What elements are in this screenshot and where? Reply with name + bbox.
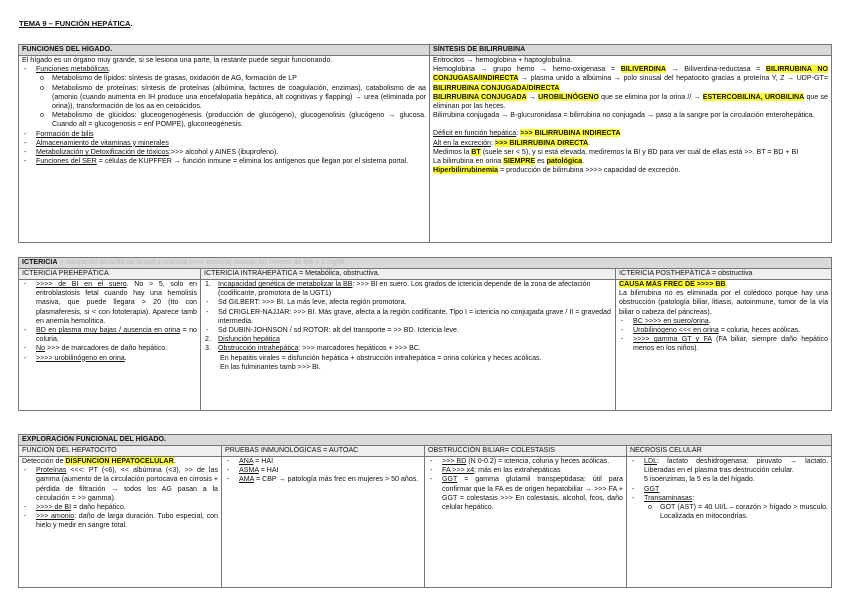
synthesis-paragraph: Hemoglobina → grupo hemo → hemo-oxigenasa = BILIVERDINA → Biliverdina-reductasa = BILIRRUBINA NO CONJUGASA/INDIRECTA → plasma unido a albúmina → polo sinusal del hepatocito gracias a proteína Y, Z → UDP-GT= BILIRRUBINA CONJUGADA/DIRECTA <box>433 65 828 92</box>
list-item: - BD en plasma muy bajas / ausencia en orina = no coluria. <box>24 326 197 344</box>
conjugated-bilirubin-highlight: BILIRRUBINA CONJUGADA/DIRECTA <box>433 83 560 92</box>
hepatocyte-header: FUNCION DEL HEPATOCITO <box>19 446 222 457</box>
cholestasis-header: OBSTRUCCIÓN BILIAR= COLESTASIS <box>425 446 627 457</box>
list-item: - Sd CRIGLER-NAJJAR: >>> BI. Más grave, afecta a la región codificante. Tipo I = ictericia no conjugada grave / II = gravedad intermedia. <box>206 307 611 325</box>
measurement-line: Medimos la BT (suele ser < 5), y si está elevada, mediremos la BI y BD para ver cuál de ellas está >>. BT = BD + BI <box>433 147 799 156</box>
posthepatic-cell <box>616 280 832 411</box>
necrosis-cell <box>627 457 832 588</box>
page-title-text: TEMA 9 – FUNCIÓN HEPÁTICA <box>19 19 131 28</box>
hepatocyte-cell <box>19 457 222 588</box>
list-item: - Urobilinógeno <<< en orina = coluria, heces acólicas. <box>621 326 801 335</box>
bilirubin-synthesis-cell <box>430 56 832 243</box>
metabolic-functions: Funciones metabólicas <box>36 65 109 74</box>
cholestasis-cell <box>425 457 627 588</box>
list-item: 5 isoenzimas, la 5 es la del hígado. <box>644 475 755 484</box>
list-item: 1. Incapacidad genética de metabolizar la BB: >>> BI en suero. Los grados de ictericia depende de la zona de afectación (codificante, promotora de la UGT1) <box>205 280 591 298</box>
list-item: - Sd DUBIN-JOHNSON / sd ROTOR: alt del transporte = >> BD. Ictericia leve. <box>206 326 459 335</box>
list-item: - ASMA = HAI <box>227 466 279 475</box>
posthepatic-header: ICTERICIA POSTHEPÁTICA = obstructiva <box>616 269 832 280</box>
liver-exploration-table <box>18 434 832 588</box>
list-item: - Formación de bilis <box>24 129 94 138</box>
list-item: - FA >>> x4: más en las extrahepáticas <box>430 466 561 475</box>
functions-header: FUNCIONES DEL HÍGADO. <box>19 45 430 56</box>
immunology-header: PRUEBAS INMUNOLÓGICAS = AUTOAC <box>222 446 425 457</box>
list-item: - >>>> de BI en el suero. No > 5, solo en eritroblastosis fetal cuando hay una hemolisis masiva, que puede llegara > 20 (tto con plasmaferesis, si < con fototerapia). Aparece tamb en anemia hemolítica. <box>24 280 197 325</box>
list-item: o Metabolismo de proteínas: síntesis de proteínas (albúmina, factores de coagulación, enzimas), catabolismo de aa (amonio (cuando aumenta en IH produce una encefalopatía hepática, alt cognitivas y flapping) → urea (eliminada por orina)), transformación de los aa en cetoácidos. <box>40 83 426 111</box>
functions-intro: El hígado es un órgano muy grande, si se lesiona una parte, la restante puede seguir funcionando. <box>22 56 333 64</box>
liver-functions-cell <box>19 56 430 243</box>
list-item: 3. Obstrucción intrahepática: >>> marcadores hepáticos + >>> BC. <box>205 344 421 353</box>
posthepatic-cause: CAUSA MÁS FREC DE >>>> BB. <box>619 280 728 288</box>
list-item: - Proteínas <<<: PT (<6), << albúmina (<3), >> de las gamma (aumento de la circulación portocava en cirrosis + pérdida de filtración → todos los AG pasan a la circulación = >> gamma). <box>24 466 218 502</box>
list-item: 2. Disfunción hepática <box>205 335 280 344</box>
immunology-cell <box>222 457 425 588</box>
page-title <box>19 19 133 28</box>
list-item: - Sd GILBERT: >>> BI. La más leve, afecta región promotora. <box>206 298 407 307</box>
list-item: - Funciones metabólicas. <box>24 65 111 74</box>
necrosis-header: NECROSIS CELULAR <box>627 446 832 457</box>
biliverdina-highlight: BILIVERDINA <box>620 65 667 74</box>
list-item: - Funciones del SER = células de KUPFFER → función inmune = elimina los antígenos que llegan por el sistema portal. <box>24 157 409 166</box>
exploration-header: EXPLORACIÓN FUNCIONAL DEL HÍGADO. <box>19 435 832 446</box>
list-item: - GGT = gamma glutamil transpeptidasa: útil para confirmar que la FA es de origen hepatobiliar → >>> FA + GGT = colestasis >>> En colestasis, alcohol, fcos, daño celular hepático. <box>430 475 623 512</box>
list-item: o Metabolismo de glúcidos: gluceogenogénesis (producción de glucógeno), glucogenolisis (glucógeno → glucosa. Cuando alt = glucogenosis = enf POMPE), gluconeogénesis. <box>40 111 426 129</box>
list-item: - GGT <box>632 484 660 493</box>
list-item: - >>>> gamma GT y FA (FA biliar, siempre daño hepático menos en los niños). <box>621 335 829 353</box>
list-item: - >>> BD (N 0-0.2) = ictericia, coluria y heces acólicas. <box>430 457 610 465</box>
list-item: - BC >>>> en suero/orina. <box>621 316 711 325</box>
hyperbilirubinemia-line: Hiperbilirrubinemia = producción de bilirrubina >>>> capacidad de excreción. <box>433 166 681 175</box>
list-item: - AMA = CBP → patología más frec en mujeres > 50 años. <box>227 475 419 484</box>
unconjugated-bilirubin-highlight: BILIRRUBINA NO CONJUGASA/INDIRECTA <box>433 65 828 83</box>
intrahepatic-cell <box>201 280 616 411</box>
jaundice-header: ICTERICIA = coloración amarilla de la piel y mucosa (>>> esclera) cuando los niveles de BB > 2 mg/dl. <box>19 258 832 269</box>
synthesis-paragraph: BILIRRUBINA CONJUGADA → UROBILINÓGENO que se elimina por la orina // → ESTERCOBILINA, UROBILINA que se eliminan por las heces. <box>433 92 828 111</box>
hepatocyte-intro: Detección de DISFUNCION HEPATOCELULAR. <box>22 457 176 465</box>
page-title-dot: . <box>130 19 133 28</box>
intrahepatic-header: ICTERICIA INTRAHEPÁTICA = Metabólica, obstructiva. <box>201 269 616 280</box>
prehepatic-cell <box>19 280 201 411</box>
list-item: En las fulminantes tamb >>> BI. <box>220 362 321 371</box>
list-item: - >>> amonio: daño de larga duración. Tubo especial, con hielo y medir en sangre total. <box>24 512 219 530</box>
list-item: - Almacenamiento de vitaminas y minerales <box>24 138 169 147</box>
list-item: o Metabolismo de lípidos: síntesis de grasas, oxidación de AG, formación de LP <box>40 74 297 83</box>
list-item: En hepatitis virales = disfunción hepática + obstrucción intrahepática = orina colúrica y heces acólicas. <box>220 353 542 362</box>
list-item: - ANA = HAI <box>227 457 274 465</box>
posthepatic-paragraph: La bilirrubina no es eliminada por el colédoco porque hay una obstrucción (patología biliar, litiasis, autoinmune, tumor de la vía biliar o cabeza del páncreas). <box>619 289 829 316</box>
list-item: - Transaminasas: <box>632 493 695 502</box>
deficit-line: Déficit en función hepática: >>> BILIRRUBINA INDIRECTA <box>433 129 621 138</box>
bilirubin-synthesis-header: SÍNTESIS DE BILIRRUBINA <box>430 45 832 56</box>
list-item: - LDL: lactato deshidrogenasa: piruvato → lactato. Liberadas en el plasma tras destrucción celular. <box>632 457 829 475</box>
synthesis-line: Eritrocitos → hemoglobina + haptoglobulina. <box>433 56 573 64</box>
list-item: - Metabolización y Detoxificación de tóxicos:>>> alcohol y AINES (ibuprofeno). <box>24 148 279 157</box>
list-item: - No >>> de marcadores de daño hepático. <box>24 344 168 353</box>
functions-table <box>18 44 832 243</box>
list-item: - >>>> de BI = daño hepático. <box>24 503 126 512</box>
list-item: o GOT (AST) = 40 UI/L – corazón > hígado > musculo. Localizada en mitocondrias. <box>648 503 829 521</box>
prehepatic-header: ICTERICIA PREHEPÁTICA <box>19 269 201 280</box>
synthesis-paragraph: Bilirrubina conjugada → B-glucuronidasa = bilirrubina no conjugada → paso a la sangre por la circulación enterohepática. <box>433 111 815 120</box>
excretion-line: Alt en la excreción: >>> BILIRRUBINA DIRECTA. <box>433 138 591 147</box>
urine-line: La bilirrubina en orina SIEMPRE es patológica. <box>433 157 585 166</box>
list-item: - >>>> urobilinógeno en orina. <box>24 353 127 362</box>
jaundice-table <box>18 257 832 411</box>
